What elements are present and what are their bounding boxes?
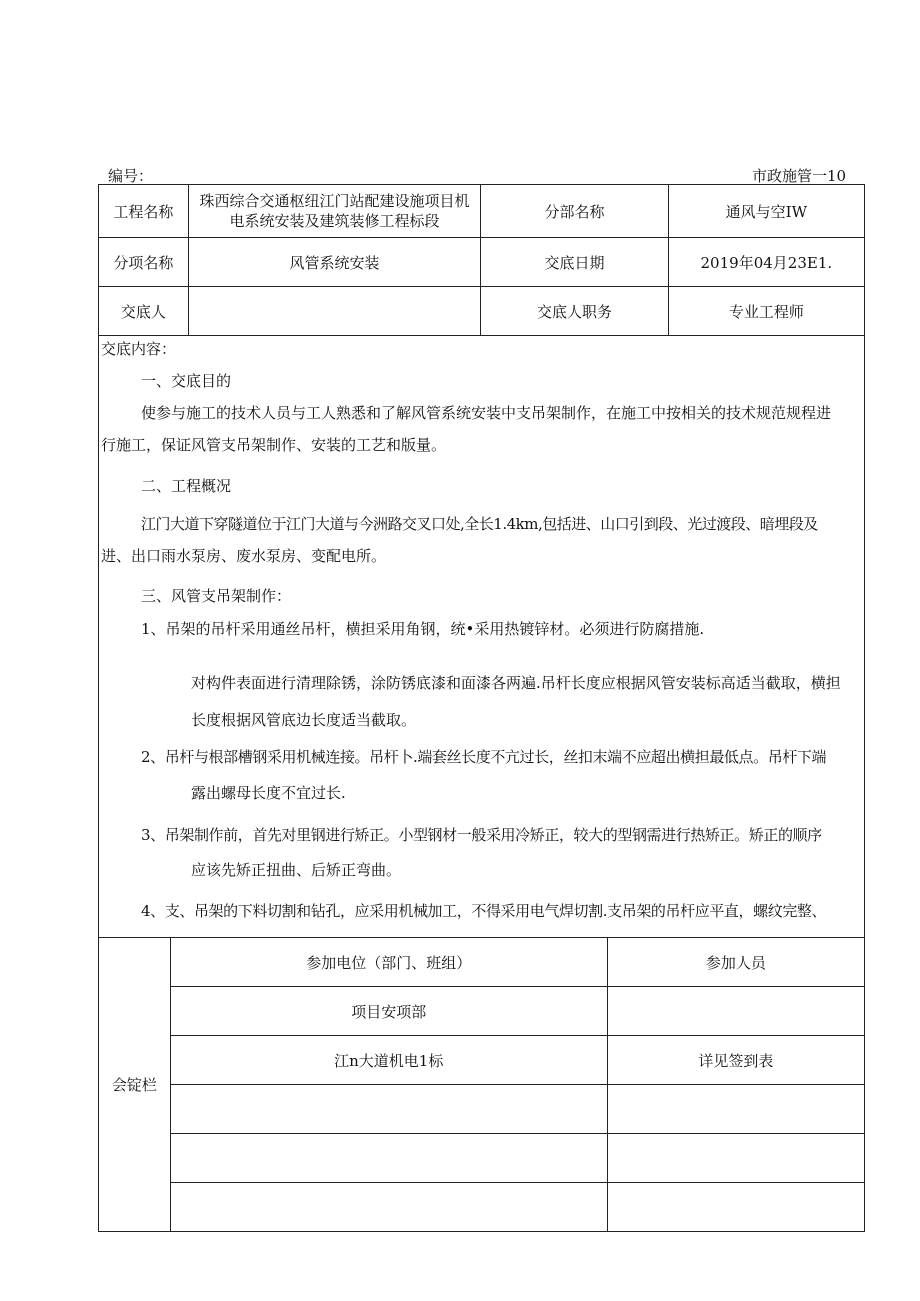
signature-person-cell <box>607 1085 864 1134</box>
section-2-line-1: 江门大道下穿隧道位于江门大道与今洲路交叉口处,全长1.4km,包括进、山口引到段、光过渡段、暗埋段及 <box>141 515 818 533</box>
signature-person-header: 参加人员 <box>607 938 864 987</box>
form-code: 市政施管一10 <box>752 167 847 185</box>
briefing-content <box>98 336 865 937</box>
number-label: 编号： <box>108 167 154 185</box>
signature-unit-cell: 江n大道机电1标 <box>170 1036 607 1085</box>
signature-table <box>98 937 865 1232</box>
item-1-line-2: 对构件表面进行清理除锈，涂防锈底漆和面漆各两遍.吊杆长度应根据风管安装标高适当截取，横担 <box>191 674 841 692</box>
item-1-line-1: 1、吊架的吊杆采用通丝吊杆，横担采用角钢，统•采用热镀锌材。必须进行防腐措施. <box>141 620 705 638</box>
division-label: 分部名称 <box>481 185 668 238</box>
date-value: 2019年04月23E1. <box>668 238 864 287</box>
signature-side-label: 会锭栏 <box>99 938 171 1232</box>
signature-person-cell <box>607 1134 864 1183</box>
presenter-label: 交底人 <box>99 287 189 336</box>
item-2-line-2: 露出螺母长度不宜过长. <box>191 784 346 802</box>
project-name-label: 工程名称 <box>99 185 189 238</box>
presenter-value <box>188 287 481 336</box>
section-2-line-2: 进、出口雨水泵房、废水泵房、变配电所。 <box>101 547 387 565</box>
item-2-line-1: 2、吊杆与根部槽钢采用机械连接。吊杆卜.端套丝长度不亢过长，丝扣末端不应超出横担最低点。吊杆下端 <box>141 748 827 766</box>
signature-person-cell: 详见签到表 <box>607 1036 864 1085</box>
position-label: 交底人职务 <box>481 287 668 336</box>
signature-unit-cell <box>170 1085 607 1134</box>
section-3-title: 三、风管支吊架制作： <box>141 587 292 605</box>
info-table <box>98 184 865 336</box>
signature-unit-cell <box>170 1134 607 1183</box>
signature-unit-cell <box>170 1183 607 1232</box>
signature-person-cell <box>607 1183 864 1232</box>
content-heading: 交底内容： <box>101 340 177 358</box>
item-3-line-2: 应该先矫正扭曲、后矫正弯曲。 <box>191 861 402 879</box>
project-name-line2: 电系统安装及建筑装修工程标段 <box>229 212 440 230</box>
section-1-title: 一、交底目的 <box>141 372 232 390</box>
signature-unit-cell: 项目安项部 <box>170 987 607 1036</box>
signature-unit-header: 参加电位（部门、班组） <box>170 938 607 987</box>
date-label: 交底日期 <box>481 238 668 287</box>
section-1-line-2: 行施工，保证风管支吊架制作、安装的工艺和版量。 <box>101 436 447 454</box>
item-4-line-1: 4、支、吊架的下料切割和钻孔，应采用机械加工，不得采用电气焊切割.支吊架的吊杆应平直，螺纹完整、 <box>141 902 827 920</box>
position-value: 专业工程师 <box>668 287 864 336</box>
subitem-value: 风管系统安装 <box>188 238 481 287</box>
section-1-line-1: 使参与施工的技术人员与工人熟悉和了解风管系统安装中支吊架制作，在施工中按相关的技术规范规程进 <box>141 404 832 422</box>
subitem-label: 分项名称 <box>99 238 189 287</box>
item-1-line-3: 长度根据风管底边长度适当截取。 <box>191 711 417 729</box>
project-name-value <box>188 185 481 238</box>
signature-person-cell <box>607 987 864 1036</box>
item-3-line-1: 3、吊架制作前，首先对里钢进行矫正。小型钢材一般采用冷矫正，较大的型钢需进行热矫正。矫正的顺序 <box>141 826 822 844</box>
project-name-line1: 珠西综合交通枢纽江门站配建设施项目机 <box>199 192 470 210</box>
division-value: 通风与空IW <box>668 185 864 238</box>
section-2-title: 二、工程概况 <box>141 477 232 495</box>
